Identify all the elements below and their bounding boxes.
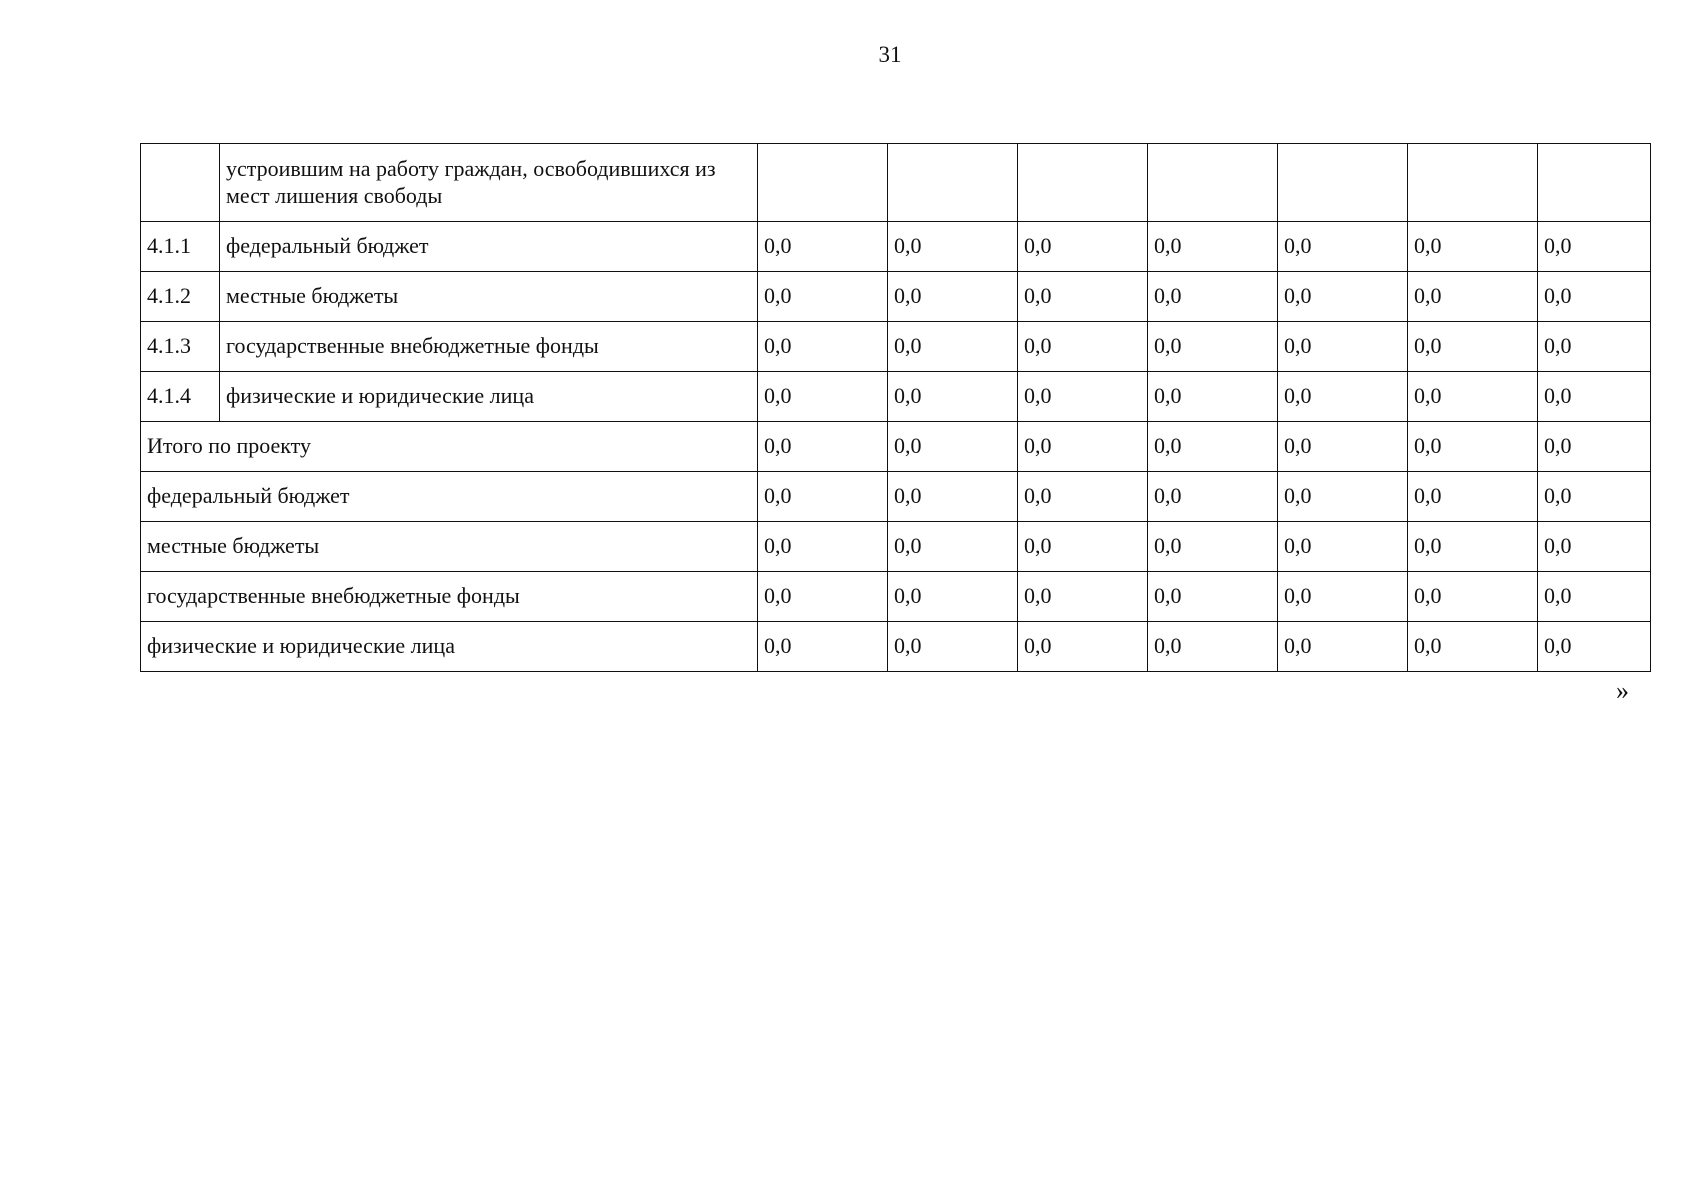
row-code: 4.1.3 — [141, 322, 220, 372]
value-cell: 0,0 — [1538, 472, 1651, 522]
total-label: федеральный бюджет — [141, 472, 758, 522]
value-cell: 0,0 — [758, 472, 888, 522]
value-cell: 0,0 — [1278, 422, 1408, 472]
value-cell — [1148, 144, 1278, 222]
value-cell: 0,0 — [1148, 372, 1278, 422]
row-label: государственные внебюджетные фонды — [220, 322, 758, 372]
value-cell: 0,0 — [888, 472, 1018, 522]
value-cell: 0,0 — [888, 222, 1018, 272]
value-cell: 0,0 — [888, 322, 1018, 372]
value-cell: 0,0 — [1408, 522, 1538, 572]
value-cell: 0,0 — [1278, 472, 1408, 522]
value-cell: 0,0 — [1538, 372, 1651, 422]
total-row — [141, 522, 1651, 572]
value-cell: 0,0 — [1148, 222, 1278, 272]
total-row — [141, 472, 1651, 522]
table-row — [141, 222, 1651, 272]
row-code: 4.1.4 — [141, 372, 220, 422]
total-row — [141, 572, 1651, 622]
value-cell — [1278, 144, 1408, 222]
value-cell: 0,0 — [1018, 372, 1148, 422]
value-cell: 0,0 — [1538, 522, 1651, 572]
value-cell: 0,0 — [1408, 422, 1538, 472]
value-cell: 0,0 — [1148, 322, 1278, 372]
row-code: 4.1.1 — [141, 222, 220, 272]
value-cell: 0,0 — [888, 272, 1018, 322]
total-label: местные бюджеты — [141, 522, 758, 572]
value-cell: 0,0 — [1018, 622, 1148, 672]
value-cell: 0,0 — [1408, 322, 1538, 372]
value-cell: 0,0 — [1278, 272, 1408, 322]
value-cell: 0,0 — [1148, 622, 1278, 672]
value-cell: 0,0 — [758, 422, 888, 472]
value-cell: 0,0 — [758, 272, 888, 322]
row-label: устроившим на работу граждан, освободившихся из мест лишения свободы — [220, 144, 758, 222]
value-cell: 0,0 — [1018, 322, 1148, 372]
value-cell: 0,0 — [1538, 322, 1651, 372]
value-cell — [1018, 144, 1148, 222]
table-row — [141, 272, 1651, 322]
total-label: физические и юридические лица — [141, 622, 758, 672]
total-label: Итого по проекту — [141, 422, 758, 472]
total-label: государственные внебюджетные фонды — [141, 572, 758, 622]
value-cell: 0,0 — [1278, 622, 1408, 672]
value-cell: 0,0 — [758, 372, 888, 422]
value-cell: 0,0 — [1018, 272, 1148, 322]
value-cell: 0,0 — [1278, 572, 1408, 622]
row-label: физические и юридические лица — [220, 372, 758, 422]
table-row — [141, 322, 1651, 372]
value-cell: 0,0 — [1018, 222, 1148, 272]
value-cell: 0,0 — [1018, 572, 1148, 622]
total-row — [141, 622, 1651, 672]
value-cell: 0,0 — [1408, 572, 1538, 622]
value-cell: 0,0 — [1538, 622, 1651, 672]
value-cell: 0,0 — [1538, 222, 1651, 272]
value-cell: 0,0 — [758, 622, 888, 672]
value-cell: 0,0 — [1018, 422, 1148, 472]
value-cell: 0,0 — [888, 622, 1018, 672]
value-cell: 0,0 — [1018, 522, 1148, 572]
value-cell: 0,0 — [888, 572, 1018, 622]
closing-quote: » — [1616, 676, 1629, 705]
value-cell: 0,0 — [758, 522, 888, 572]
value-cell: 0,0 — [1278, 322, 1408, 372]
value-cell: 0,0 — [888, 522, 1018, 572]
value-cell: 0,0 — [758, 222, 888, 272]
value-cell: 0,0 — [1148, 522, 1278, 572]
value-cell: 0,0 — [1408, 222, 1538, 272]
value-cell: 0,0 — [1278, 222, 1408, 272]
value-cell: 0,0 — [1538, 272, 1651, 322]
table-row — [141, 144, 1651, 222]
value-cell: 0,0 — [758, 322, 888, 372]
value-cell: 0,0 — [758, 572, 888, 622]
value-cell: 0,0 — [1018, 472, 1148, 522]
value-cell: 0,0 — [888, 422, 1018, 472]
table-row — [141, 372, 1651, 422]
value-cell: 0,0 — [1408, 372, 1538, 422]
row-label: местные бюджеты — [220, 272, 758, 322]
row-label: федеральный бюджет — [220, 222, 758, 272]
value-cell — [1408, 144, 1538, 222]
page-number: 31 — [878, 42, 902, 67]
total-row — [141, 422, 1651, 472]
value-cell: 0,0 — [1408, 272, 1538, 322]
value-cell — [1538, 144, 1651, 222]
value-cell: 0,0 — [1538, 422, 1651, 472]
value-cell: 0,0 — [1148, 472, 1278, 522]
value-cell — [888, 144, 1018, 222]
value-cell — [758, 144, 888, 222]
value-cell: 0,0 — [1148, 422, 1278, 472]
value-cell: 0,0 — [1538, 572, 1651, 622]
value-cell: 0,0 — [1278, 372, 1408, 422]
value-cell: 0,0 — [1408, 622, 1538, 672]
value-cell: 0,0 — [1408, 472, 1538, 522]
funding-table — [140, 143, 1651, 672]
value-cell: 0,0 — [888, 372, 1018, 422]
row-code — [141, 144, 220, 222]
value-cell: 0,0 — [1278, 522, 1408, 572]
value-cell: 0,0 — [1148, 272, 1278, 322]
value-cell: 0,0 — [1148, 572, 1278, 622]
row-code: 4.1.2 — [141, 272, 220, 322]
